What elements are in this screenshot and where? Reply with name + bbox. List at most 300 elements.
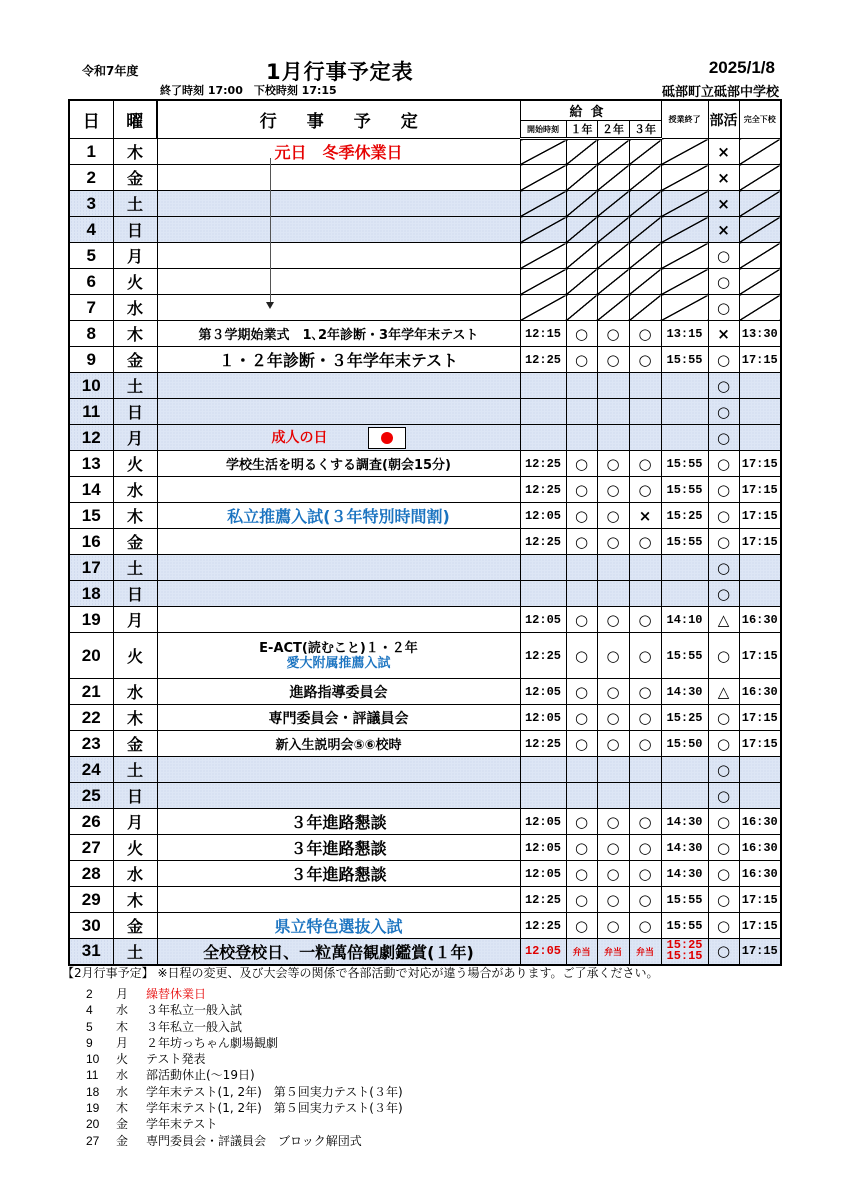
day-cell: 26 [69, 809, 113, 835]
lunch-grade2-cell [597, 269, 629, 295]
weekday-cell: 木 [113, 705, 157, 731]
event-text: ３年進路懇談 [290, 813, 387, 832]
dismissal-cell [739, 295, 781, 321]
weekday-cell: 木 [113, 321, 157, 347]
club-cell: ○ [708, 913, 739, 939]
weekday-cell: 火 [113, 633, 157, 679]
lunch-grade3-cell [629, 217, 661, 243]
feb-event: 学年末テスト(1, 2年) 第５回実力テスト(３年) [146, 1101, 403, 1116]
feb-day: 5 [86, 1019, 93, 1034]
club-cell: ○ [708, 451, 739, 477]
lunch-grade1-cell [566, 555, 597, 581]
class-end-cell [661, 295, 708, 321]
day-cell: 28 [69, 861, 113, 887]
lunch-grade3-cell: ○ [629, 731, 661, 757]
lunch-grade1-cell: ○ [566, 679, 597, 705]
dismissal-cell: 17:15 [739, 633, 781, 679]
event-cell [157, 731, 520, 757]
weekday-cell: 水 [113, 477, 157, 503]
lunch-grade3-cell [629, 139, 661, 165]
event-cell [157, 243, 520, 269]
lunch-grade1-cell [566, 165, 597, 191]
lunch-grade1-cell: ○ [566, 321, 597, 347]
class-end-cell: 15:50 [661, 731, 708, 757]
lunch-grade3-cell: 弁当 [629, 939, 661, 965]
header-weekday: 曜 [113, 100, 157, 139]
class-end-cell: 14:10 [661, 607, 708, 633]
day-cell: 22 [69, 705, 113, 731]
club-cell: ○ [708, 861, 739, 887]
lunch-grade2-cell: ○ [597, 809, 629, 835]
lunch-grade2-cell [597, 399, 629, 425]
dismissal-cell: 17:15 [739, 477, 781, 503]
lunch-start-cell: 12:25 [520, 477, 566, 503]
event-text: 進路指導委員会 [289, 684, 388, 701]
club-cell: ○ [708, 835, 739, 861]
club-cell: ○ [708, 347, 739, 373]
feb-event: テスト発表 [146, 1052, 206, 1067]
club-cell: ○ [708, 269, 739, 295]
dismissal-cell: 16:30 [739, 679, 781, 705]
dismissal-cell [739, 425, 781, 451]
dismissal-cell [739, 757, 781, 783]
weekday-cell: 金 [113, 165, 157, 191]
day-cell: 3 [69, 191, 113, 217]
weekday-cell: 火 [113, 269, 157, 295]
list-item [86, 1133, 403, 1149]
fiscal-year: 令和7年度 [82, 64, 139, 78]
event-cell [157, 633, 520, 679]
lunch-grade2-cell: ○ [597, 705, 629, 731]
class-end-cell: 14:30 [661, 809, 708, 835]
feb-event: 部活動休止(～19日) [146, 1068, 255, 1083]
table-row [69, 607, 781, 633]
lunch-grade3-cell: ○ [629, 887, 661, 913]
february-event-list [86, 986, 403, 1149]
class-end-cell [661, 399, 708, 425]
lunch-start-cell [520, 165, 566, 191]
header-grade3: ３年 [629, 121, 661, 139]
lunch-grade1-cell: ○ [566, 809, 597, 835]
day-cell: 20 [69, 633, 113, 679]
club-cell: ○ [708, 809, 739, 835]
header-dismissal: 完全下校 [739, 100, 781, 139]
feb-event: ２年坊っちゃん劇場観劇 [146, 1035, 279, 1050]
day-cell: 11 [69, 399, 113, 425]
list-item [86, 1100, 403, 1116]
day-cell: 17 [69, 555, 113, 581]
lunch-grade1-cell [566, 399, 597, 425]
event-cell [157, 321, 520, 347]
club-cell: ○ [708, 939, 739, 965]
lunch-grade1-cell: ○ [566, 503, 597, 529]
lunch-start-cell [520, 139, 566, 165]
table-row [69, 373, 781, 399]
weekday-cell: 木 [113, 887, 157, 913]
event-cell [157, 783, 520, 809]
class-end-cell [661, 757, 708, 783]
lunch-grade1-cell [566, 139, 597, 165]
lunch-grade3-cell [629, 425, 661, 451]
lunch-grade1-cell: ○ [566, 477, 597, 503]
lunch-start-cell [520, 243, 566, 269]
lunch-grade2-cell [597, 757, 629, 783]
lunch-grade1-cell [566, 581, 597, 607]
table-row [69, 477, 781, 503]
list-item [86, 1116, 403, 1132]
feb-day: 27 [86, 1133, 100, 1148]
event-cell [157, 913, 520, 939]
lunch-grade1-cell: ○ [566, 835, 597, 861]
lunch-grade3-cell: ○ [629, 809, 661, 835]
event-cell [157, 295, 520, 321]
lunch-grade3-cell: × [629, 503, 661, 529]
lunch-start-cell: 12:05 [520, 939, 566, 965]
lunch-grade1-cell: ○ [566, 347, 597, 373]
feb-weekday: 木 [116, 1101, 129, 1116]
table-row [69, 555, 781, 581]
dismissal-cell: 16:30 [739, 835, 781, 861]
lunch-start-cell [520, 555, 566, 581]
feb-weekday: 水 [116, 1068, 129, 1083]
table-row [69, 399, 781, 425]
header-lunch-start: 開始時刻 [520, 121, 566, 139]
continuation-arrow-line [270, 158, 271, 304]
event-cell [157, 835, 520, 861]
event-cell [157, 581, 520, 607]
lunch-grade1-cell: 弁当 [566, 939, 597, 965]
class-end-cell [661, 243, 708, 269]
lunch-grade3-cell [629, 555, 661, 581]
day-cell: 18 [69, 581, 113, 607]
lunch-grade3-cell [629, 783, 661, 809]
club-cell: × [708, 191, 739, 217]
lunch-start-cell: 12:25 [520, 913, 566, 939]
issue-date: 2025/1/8 [708, 58, 775, 77]
day-cell: 25 [69, 783, 113, 809]
lunch-grade1-cell: ○ [566, 913, 597, 939]
lunch-start-cell: 12:25 [520, 731, 566, 757]
weekday-cell: 金 [113, 529, 157, 555]
feb-weekday: 水 [116, 1003, 129, 1018]
table-row [69, 503, 781, 529]
class-end-cell: 14:30 [661, 835, 708, 861]
event-cell [157, 939, 520, 965]
table-row [69, 295, 781, 321]
event-cell [157, 757, 520, 783]
lunch-grade2-cell [597, 581, 629, 607]
class-end-cell: 15:55 [661, 347, 708, 373]
lunch-grade2-cell: ○ [597, 913, 629, 939]
table-row [69, 581, 781, 607]
lunch-grade1-cell [566, 783, 597, 809]
lunch-start-cell [520, 217, 566, 243]
event-text: 県立特色選抜入試 [274, 917, 403, 936]
event-text: １・２年診断・３年学年末テスト [218, 351, 459, 370]
lunch-start-cell: 12:25 [520, 887, 566, 913]
event-text: 私立推薦入試(３年特別時間割) [227, 507, 450, 526]
lunch-start-cell [520, 425, 566, 451]
list-item [86, 986, 403, 1002]
event-cell [157, 425, 520, 451]
event-cell [157, 217, 520, 243]
dismissal-cell: 17:15 [739, 731, 781, 757]
class-end-cell [661, 555, 708, 581]
feb-event: ３年私立一般入試 [146, 1003, 243, 1018]
lunch-grade1-cell: ○ [566, 705, 597, 731]
feb-day: 10 [86, 1052, 100, 1067]
table-row [69, 809, 781, 835]
weekday-cell: 月 [113, 607, 157, 633]
day-cell: 8 [69, 321, 113, 347]
feb-event: ３年私立一般入試 [146, 1019, 243, 1034]
event-cell [157, 607, 520, 633]
weekday-cell: 日 [113, 399, 157, 425]
lunch-grade2-cell [597, 295, 629, 321]
class-end-cell [661, 139, 708, 165]
day-cell: 6 [69, 269, 113, 295]
weekday-cell: 金 [113, 913, 157, 939]
day-cell: 2 [69, 165, 113, 191]
table-row [69, 835, 781, 861]
feb-weekday: 月 [116, 987, 129, 1001]
weekday-cell: 日 [113, 581, 157, 607]
weekday-cell: 火 [113, 451, 157, 477]
weekday-cell: 金 [113, 731, 157, 757]
weekday-cell: 水 [113, 295, 157, 321]
event-text: E-ACT(読むこと)１・２年 [259, 640, 418, 656]
class-end-cell: 15:55 [661, 913, 708, 939]
list-item [86, 1002, 403, 1018]
day-cell: 5 [69, 243, 113, 269]
feb-day: 2 [86, 987, 93, 1001]
event-text: 学校生活を明るくする調査(朝会15分) [226, 458, 451, 473]
dismissal-cell [739, 399, 781, 425]
lunch-grade2-cell: ○ [597, 321, 629, 347]
club-cell: × [708, 321, 739, 347]
weekday-cell: 木 [113, 139, 157, 165]
list-item [86, 1084, 403, 1100]
school-name: 砥部町立砥部中学校 [661, 85, 779, 100]
japan-flag-icon [368, 427, 406, 449]
table-row [69, 783, 781, 809]
table-row [69, 939, 781, 965]
weekday-cell: 水 [113, 679, 157, 705]
arrow-down-icon [266, 302, 274, 309]
dismissal-cell [739, 373, 781, 399]
class-end-cell [661, 425, 708, 451]
lunch-grade2-cell [597, 783, 629, 809]
lunch-start-cell: 12:25 [520, 633, 566, 679]
club-cell: ○ [708, 373, 739, 399]
table-row [69, 269, 781, 295]
lunch-grade2-cell [597, 217, 629, 243]
dismissal-cell: 17:15 [739, 913, 781, 939]
lunch-grade1-cell [566, 243, 597, 269]
club-cell: ○ [708, 425, 739, 451]
class-end-cell: 15:55 [661, 529, 708, 555]
dismissal-cell [739, 217, 781, 243]
lunch-grade2-cell: ○ [597, 861, 629, 887]
lunch-grade2-cell: ○ [597, 503, 629, 529]
lunch-grade1-cell [566, 295, 597, 321]
feb-day: 9 [86, 1035, 93, 1050]
lunch-start-cell: 12:25 [520, 347, 566, 373]
lunch-grade2-cell: ○ [597, 835, 629, 861]
lunch-grade2-cell [597, 555, 629, 581]
class-end-cell [661, 217, 708, 243]
weekday-cell: 土 [113, 373, 157, 399]
lunch-start-cell: 12:05 [520, 861, 566, 887]
dismissal-cell [739, 165, 781, 191]
class-end-cell: 14:30 [661, 861, 708, 887]
lunch-grade3-cell [629, 191, 661, 217]
weekday-cell: 木 [113, 503, 157, 529]
event-text: ３年進路懇談 [290, 865, 387, 884]
lunch-grade2-cell [597, 191, 629, 217]
feb-weekday: 金 [116, 1117, 129, 1132]
lunch-grade1-cell [566, 373, 597, 399]
class-end-cell: 15:55 [661, 477, 708, 503]
club-cell: ○ [708, 295, 739, 321]
class-end-time: 15:25 [666, 938, 703, 953]
lunch-grade3-cell: ○ [629, 347, 661, 373]
club-cell: × [708, 165, 739, 191]
page-title: 1月行事予定表 [266, 60, 414, 84]
day-cell: 10 [69, 373, 113, 399]
lunch-grade2-cell [597, 243, 629, 269]
table-row [69, 347, 781, 373]
lunch-start-cell [520, 191, 566, 217]
end-and-dismissal-times: 終了時刻 17:00 下校時刻 17:15 [160, 84, 337, 97]
table-row [69, 861, 781, 887]
event-cell [157, 165, 520, 191]
header-day: 日 [69, 100, 113, 139]
club-cell: ○ [708, 477, 739, 503]
lunch-grade2-cell: 弁当 [597, 939, 629, 965]
header-grade1: １年 [566, 121, 597, 139]
day-cell: 4 [69, 217, 113, 243]
lunch-start-cell [520, 783, 566, 809]
header-event: 行事予定 [157, 100, 520, 139]
day-cell: 7 [69, 295, 113, 321]
table-row [69, 217, 781, 243]
club-cell: △ [708, 607, 739, 633]
lunch-grade3-cell: ○ [629, 705, 661, 731]
event-cell [157, 555, 520, 581]
dismissal-cell [739, 191, 781, 217]
event-cell [157, 529, 520, 555]
club-cell: ○ [708, 529, 739, 555]
day-cell: 21 [69, 679, 113, 705]
lunch-grade3-cell: ○ [629, 913, 661, 939]
lunch-grade2-cell [597, 139, 629, 165]
table-row [69, 139, 781, 165]
lunch-grade3-cell [629, 399, 661, 425]
lunch-grade1-cell: ○ [566, 451, 597, 477]
table-row [69, 165, 781, 191]
lunch-start-cell: 12:05 [520, 705, 566, 731]
table-row [69, 425, 781, 451]
lunch-grade3-cell: ○ [629, 321, 661, 347]
club-cell: ○ [708, 581, 739, 607]
table-row [69, 705, 781, 731]
lunch-grade3-cell [629, 269, 661, 295]
lunch-grade3-cell: ○ [629, 835, 661, 861]
feb-day: 19 [86, 1101, 100, 1116]
club-cell: ○ [708, 633, 739, 679]
day-cell: 23 [69, 731, 113, 757]
lunch-grade3-cell: ○ [629, 529, 661, 555]
dismissal-cell: 17:15 [739, 939, 781, 965]
feb-weekday: 月 [116, 1035, 129, 1050]
table-row [69, 633, 781, 679]
class-end-cell: 15:55 [661, 887, 708, 913]
event-cell [157, 705, 520, 731]
event-cell [157, 139, 520, 165]
lunch-start-cell: 12:05 [520, 607, 566, 633]
day-cell: 16 [69, 529, 113, 555]
weekday-cell: 水 [113, 861, 157, 887]
event-cell [157, 373, 520, 399]
lunch-grade2-cell [597, 425, 629, 451]
lunch-start-cell: 12:05 [520, 679, 566, 705]
lunch-grade3-cell [629, 373, 661, 399]
table-row [69, 887, 781, 913]
lunch-start-cell: 12:15 [520, 321, 566, 347]
club-cell: ○ [708, 887, 739, 913]
lunch-grade3-cell: ○ [629, 679, 661, 705]
dismissal-cell [739, 269, 781, 295]
lunch-start-cell [520, 269, 566, 295]
class-end-cell [661, 165, 708, 191]
dismissal-cell: 16:30 [739, 861, 781, 887]
weekday-cell: 月 [113, 425, 157, 451]
class-end-cell [661, 581, 708, 607]
dismissal-cell [739, 581, 781, 607]
lunch-grade2-cell: ○ [597, 633, 629, 679]
class-end-cell: 15:25 [661, 705, 708, 731]
weekday-cell: 月 [113, 243, 157, 269]
class-end-cell [661, 939, 708, 965]
header-club: 部活 [708, 100, 739, 139]
lunch-grade2-cell: ○ [597, 529, 629, 555]
event-text: 全校登校日、一粒萬倍観劇鑑賞(１年) [203, 942, 474, 962]
lunch-start-cell [520, 399, 566, 425]
class-end-cell: 15:25 [661, 503, 708, 529]
lunch-start-cell: 12:05 [520, 503, 566, 529]
event-cell [157, 451, 520, 477]
event-text: ３年進路懇談 [290, 839, 387, 858]
dismissal-cell: 17:15 [739, 529, 781, 555]
event-cell [157, 477, 520, 503]
day-cell: 31 [69, 939, 113, 965]
dismissal-cell [739, 139, 781, 165]
class-end-cell: 15:55 [661, 633, 708, 679]
day-cell: 27 [69, 835, 113, 861]
lunch-grade3-cell [629, 295, 661, 321]
club-cell: ○ [708, 555, 739, 581]
dismissal-cell: 13:30 [739, 321, 781, 347]
header-grade2: ２年 [597, 121, 629, 139]
class-end-cell [661, 783, 708, 809]
dismissal-cell: 16:30 [739, 809, 781, 835]
lunch-grade2-cell: ○ [597, 451, 629, 477]
lunch-grade3-cell: ○ [629, 607, 661, 633]
event-cell [157, 887, 520, 913]
club-cell: △ [708, 679, 739, 705]
club-cell: ○ [708, 757, 739, 783]
